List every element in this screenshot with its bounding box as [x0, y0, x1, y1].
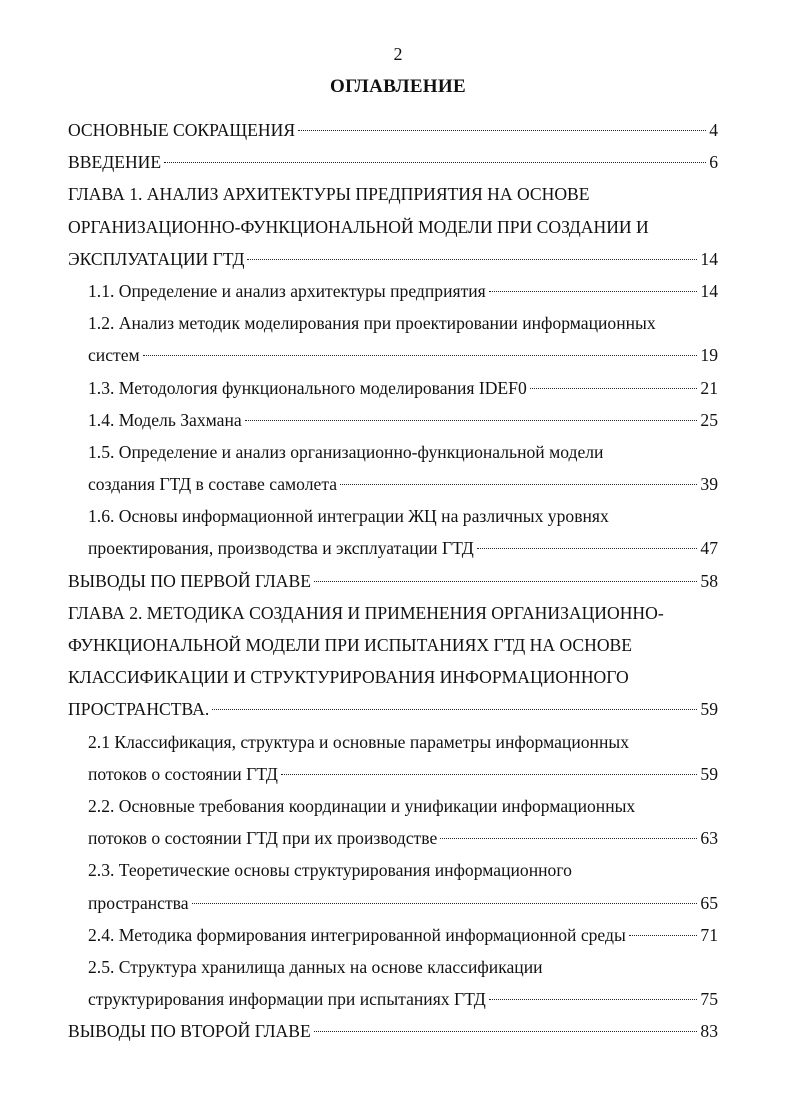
- dot-leader: [314, 581, 697, 582]
- dot-leader: [164, 162, 706, 163]
- toc-entry[interactable]: [0, 1015, 796, 1047]
- toc-entry-text: ОРГАНИЗАЦИОННО-ФУНКЦИОНАЛЬНОЙ МОДЕЛИ ПРИ СОЗДАНИИ И: [68, 216, 649, 237]
- toc-page-number: 75: [700, 989, 718, 1010]
- toc-page-number: 14: [700, 248, 718, 269]
- toc-entry-text: пространства: [88, 892, 189, 913]
- dot-leader: [298, 130, 706, 131]
- toc-entry[interactable]: [0, 790, 796, 854]
- toc-entry-text: проектирования, производства и эксплуатации ГТД: [88, 538, 474, 559]
- toc-page-number: 71: [700, 924, 718, 945]
- toc-entry-text: 2.2. Основные требования координации и унификации информационных: [88, 795, 636, 816]
- toc-entry[interactable]: [0, 404, 796, 436]
- toc-page-number: 14: [700, 280, 718, 301]
- toc-entry-text: ПРОСТРАНСТВА.: [68, 699, 210, 720]
- dot-leader: [477, 548, 698, 549]
- dot-leader: [314, 1031, 698, 1032]
- toc-entry-text: 1.1. Определение и анализ архитектуры предприятия: [88, 280, 486, 301]
- toc-entry-text: потоков о состоянии ГТД при их производстве: [88, 828, 438, 849]
- toc-entry-text: ВЫВОДЫ ПО ВТОРОЙ ГЛАВЕ: [68, 1021, 311, 1042]
- toc-entry[interactable]: [0, 597, 796, 726]
- toc-entry-text: 1.4. Модель Захмана: [88, 409, 242, 430]
- toc-entry-text: ЭКСПЛУАТАЦИИ ГТД: [68, 248, 245, 269]
- toc-page-number: 39: [700, 474, 718, 495]
- toc-entry-text: 1.2. Анализ методик моделирования при проектировании информационных: [88, 313, 656, 334]
- toc-entry-text: ОСНОВНЫЕ СОКРАЩЕНИЯ: [68, 120, 296, 140]
- toc-entry[interactable]: [0, 854, 796, 918]
- toc-entry-text: ВЫВОДЫ ПО ПЕРВОЙ ГЛАВЕ: [68, 570, 311, 591]
- dot-leader: [245, 420, 698, 421]
- toc-entry[interactable]: [0, 114, 796, 146]
- toc-entry[interactable]: [0, 275, 796, 307]
- toc-entry-text: создания ГТД в составе самолета: [88, 474, 338, 495]
- toc-entry-text: 1.5. Определение и анализ организационно-функциональной модели: [88, 441, 604, 462]
- dot-leader: [629, 935, 698, 936]
- dot-leader: [489, 999, 698, 1000]
- toc-page-number: 19: [700, 345, 718, 366]
- toc-page-number: 58: [700, 570, 718, 591]
- toc-entry-text: ВВЕДЕНИЕ: [68, 152, 162, 173]
- dot-leader: [281, 774, 698, 775]
- toc-entry[interactable]: [0, 919, 796, 951]
- page-title: ОГЛАВЛЕНИЕ: [330, 76, 466, 97]
- toc-page-number: 25: [700, 409, 718, 430]
- toc-page-number: 59: [700, 763, 718, 784]
- toc-entry[interactable]: [0, 372, 796, 404]
- toc-entry-text: потоков о состоянии ГТД: [88, 763, 278, 784]
- toc-entry-text: структурирования информации при испытаниях ГТД: [88, 989, 486, 1010]
- toc-entry-text: 2.3. Теоретические основы структурирования информационного: [88, 860, 572, 881]
- page-number: 2: [393, 44, 403, 64]
- toc-page-number: 83: [700, 1021, 718, 1042]
- toc-entry-text: ФУНКЦИОНАЛЬНОЙ МОДЕЛИ ПРИ ИСПЫТАНИЯХ ГТД НА ОСНОВЕ: [68, 635, 633, 655]
- table-of-contents: [0, 114, 796, 1047]
- toc-entry-text: 2.5. Структура хранилища данных на основе классификации: [88, 956, 543, 977]
- toc-entry-text: ГЛАВА 1. АНАЛИЗ АРХИТЕКТУРЫ ПРЕДПРИЯТИЯ НА ОСНОВЕ: [68, 184, 590, 205]
- toc-page-number: 6: [709, 152, 718, 173]
- toc-page-number: 63: [700, 828, 718, 849]
- toc-entry-text: 2.4. Методика формирования интегрированной информационной среды: [88, 924, 626, 945]
- toc-page-number: 65: [700, 892, 718, 913]
- dot-leader: [340, 484, 697, 485]
- toc-page-number: 47: [700, 538, 718, 559]
- toc-entry[interactable]: [0, 726, 796, 790]
- dot-leader: [143, 355, 698, 356]
- toc-entry-text: 2.1 Классификация, структура и основные параметры информационных: [88, 731, 629, 752]
- toc-entry[interactable]: [0, 951, 796, 1015]
- toc-entry-text: КЛАССИФИКАЦИИ И СТРУКТУРИРОВАНИЯ ИНФОРМАЦИОННОГО: [68, 667, 629, 688]
- toc-entry[interactable]: [0, 565, 796, 597]
- toc-entry-text: систем: [88, 345, 140, 366]
- toc-page-number: 59: [700, 699, 718, 720]
- dot-leader: [212, 709, 697, 710]
- toc-entry-text: 1.6. Основы информационной интеграции ЖЦ на различных уровнях: [88, 506, 609, 527]
- toc-page-number: 21: [700, 377, 718, 398]
- toc-entry[interactable]: [0, 500, 796, 564]
- toc-page-number: 4: [709, 120, 718, 140]
- toc-entry[interactable]: [0, 146, 796, 178]
- dot-leader: [489, 291, 698, 292]
- dot-leader: [530, 388, 698, 389]
- toc-entry-text: 1.3. Методология функционального моделирования IDEF0: [88, 377, 527, 398]
- toc-entry[interactable]: [0, 436, 796, 500]
- toc-entry[interactable]: [0, 307, 796, 371]
- toc-entry-text: ГЛАВА 2. МЕТОДИКА СОЗДАНИЯ И ПРИМЕНЕНИЯ ОРГАНИЗАЦИОННО-: [68, 602, 664, 623]
- toc-entry[interactable]: [0, 178, 796, 275]
- dot-leader: [440, 838, 697, 839]
- dot-leader: [247, 259, 697, 260]
- dot-leader: [192, 903, 698, 904]
